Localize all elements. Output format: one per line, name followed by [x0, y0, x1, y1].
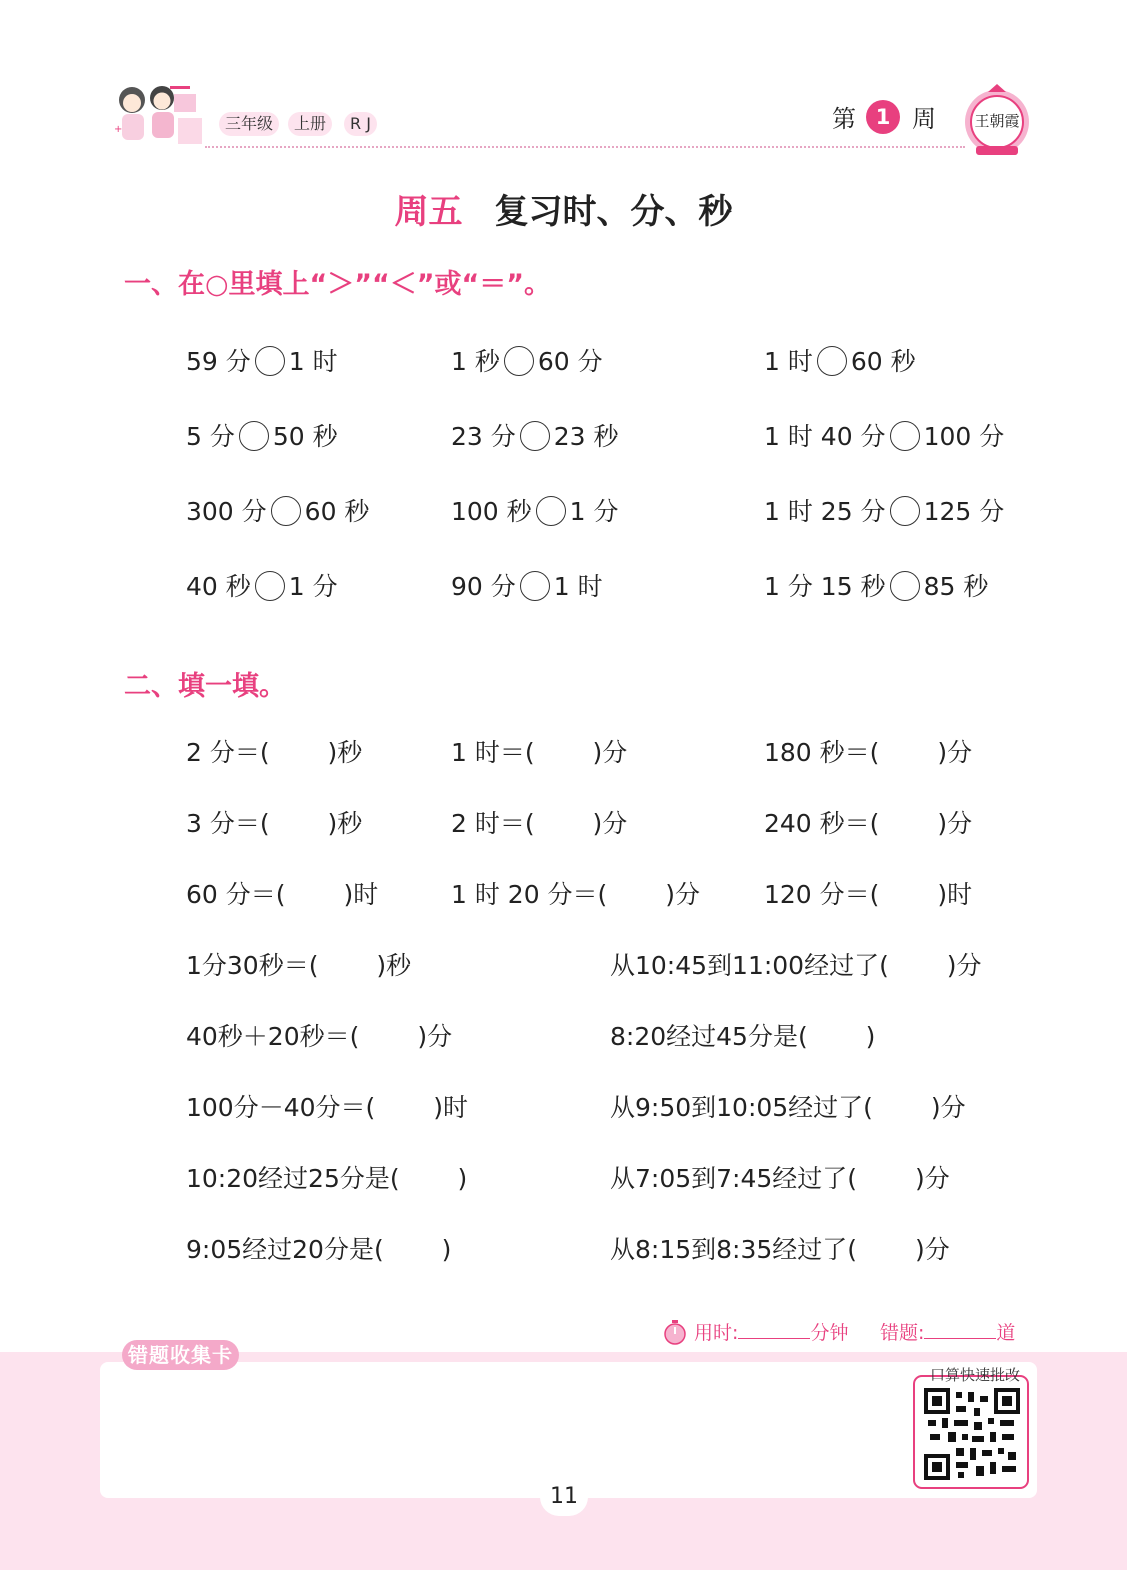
logo-text: 王朝霞 — [974, 112, 1020, 130]
page-title — [0, 184, 1127, 233]
page-number: 11 — [540, 1478, 588, 1516]
fill-item[interactable]: 2 分＝( )秒 — [186, 738, 363, 767]
error-stat — [880, 1318, 1015, 1345]
compare-item: 1 时 25 分 125 分 — [764, 497, 1005, 526]
answer-circle[interactable] — [520, 421, 550, 451]
time-blank[interactable] — [738, 1320, 810, 1339]
compare-item: 1 时 40 分 100 分 — [764, 422, 1005, 451]
stopwatch-icon — [662, 1319, 688, 1345]
fill-item[interactable]: 40秒＋20秒＝( )分 — [186, 1022, 453, 1051]
fill-item[interactable]: 60 分＝( )时 — [186, 880, 379, 909]
fill-item[interactable]: 从10:45到11:00经过了( )分 — [610, 951, 982, 980]
fill-item[interactable]: 10:20经过25分是( ) — [186, 1164, 468, 1193]
children-illustration — [108, 72, 206, 154]
fill-item[interactable]: 180 秒＝( )分 — [764, 738, 973, 767]
error-unit: 道 — [996, 1322, 1016, 1344]
fill-item[interactable]: 1 时＝( )分 — [451, 738, 628, 767]
answer-circle[interactable] — [255, 571, 285, 601]
fill-item[interactable]: 2 时＝( )分 — [451, 809, 628, 838]
fill-item[interactable]: 240 秒＝( )分 — [764, 809, 973, 838]
fill-item[interactable]: 从7:05到7:45经过了( )分 — [610, 1164, 950, 1193]
error-label: 错题: — [880, 1322, 925, 1344]
week-prefix: 第 — [832, 105, 856, 133]
svg-text:+: + — [114, 124, 123, 135]
time-label: 用时: — [694, 1322, 739, 1344]
answer-circle[interactable] — [271, 496, 301, 526]
answer-circle[interactable] — [890, 421, 920, 451]
answer-circle[interactable] — [239, 421, 269, 451]
compare-item: 23 分 23 秒 — [451, 422, 619, 451]
answer-circle[interactable] — [520, 571, 550, 601]
error-blank[interactable] — [924, 1320, 996, 1339]
edition-tag: R J — [344, 112, 377, 136]
fill-item[interactable]: 从8:15到8:35经过了( )分 — [610, 1235, 950, 1264]
compare-item: 40 秒 1 分 — [186, 572, 338, 601]
fill-item[interactable]: 120 分＝( )时 — [764, 880, 973, 909]
grade-tag: 三年级 — [219, 112, 279, 136]
fill-item[interactable]: 8:20经过45分是( ) — [610, 1022, 876, 1051]
fill-item[interactable]: 100分－40分＝( )时 — [186, 1093, 468, 1122]
time-unit: 分钟 — [810, 1322, 849, 1344]
compare-item: 1 时 60 秒 — [764, 347, 916, 376]
compare-item: 90 分 1 时 — [451, 572, 603, 601]
answer-circle[interactable] — [817, 346, 847, 376]
answer-circle[interactable] — [536, 496, 566, 526]
answer-circle[interactable] — [890, 571, 920, 601]
qr-label: 口算快速批改 — [929, 1366, 1020, 1384]
brand-logo — [962, 80, 1032, 158]
error-card-label: 错题收集卡 — [122, 1340, 239, 1370]
time-stat — [662, 1318, 848, 1345]
compare-item: 300 分 60 秒 — [186, 497, 370, 526]
fill-item[interactable]: 3 分＝( )秒 — [186, 809, 363, 838]
volume-tag: 上册 — [288, 112, 332, 136]
title-topic: 复习时、分、秒 — [494, 192, 733, 232]
compare-item: 5 分 50 秒 — [186, 422, 338, 451]
compare-item: 1 分 15 秒 85 秒 — [764, 572, 989, 601]
header-divider — [205, 146, 965, 148]
compare-item: 1 秒 60 分 — [451, 347, 603, 376]
compare-item: 100 秒 1 分 — [451, 497, 619, 526]
week-suffix: 周 — [912, 105, 936, 133]
fill-item[interactable]: 从9:50到10:05经过了( )分 — [610, 1093, 966, 1122]
compare-item: 59 分 1 时 — [186, 347, 338, 376]
answer-circle[interactable] — [504, 346, 534, 376]
section2-heading: 二、填一填。 — [124, 671, 286, 702]
fill-item[interactable]: 1分30秒＝( )秒 — [186, 951, 412, 980]
fill-item[interactable]: 9:05经过20分是( ) — [186, 1235, 452, 1264]
answer-circle[interactable] — [255, 346, 285, 376]
week-number-badge: 1 — [866, 100, 900, 134]
answer-circle[interactable] — [890, 496, 920, 526]
fill-item[interactable]: 1 时 20 分＝( )分 — [451, 880, 701, 909]
title-day: 周五 — [394, 192, 463, 232]
section1-heading: 一、在○里填上“＞”“＜”或“＝”。 — [124, 269, 552, 300]
